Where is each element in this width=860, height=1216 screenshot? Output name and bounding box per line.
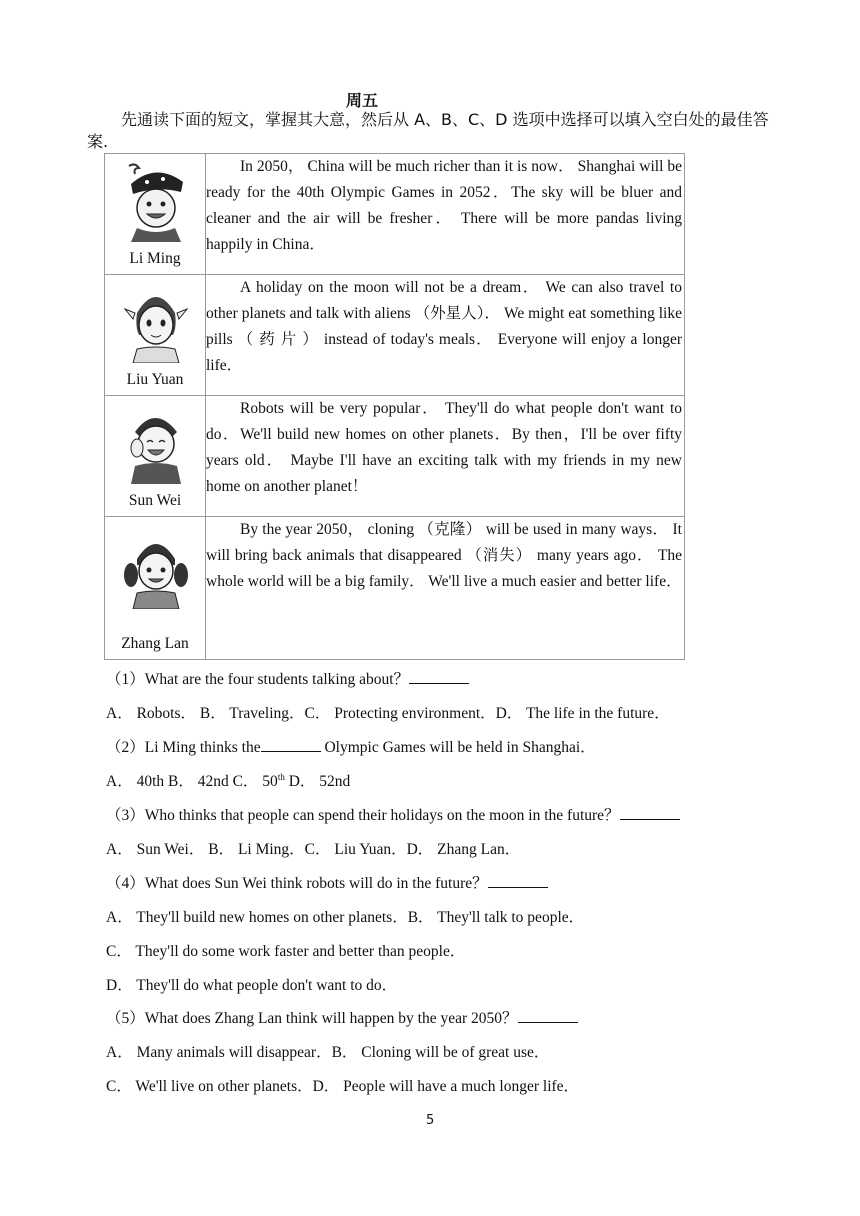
student-name: Zhang Lan	[121, 635, 189, 652]
passage-text: A holiday on the moon will not be a dream． We can also travel to other planets and talk with aliens （外星人）． We might eat something like pills （ 药 片 ） instead of today's meals． Everyone will enjoy a longer life．	[206, 279, 682, 374]
girl-elf-ears-avatar	[123, 283, 189, 363]
student-name: Li Ming	[129, 250, 181, 267]
question-4: （4）What does Sun Wei think robots will do in the future？	[106, 871, 548, 893]
answer-blank[interactable]	[261, 737, 321, 752]
student-name: Liu Yuan	[126, 371, 184, 388]
instructions: 先通读下面的短文，掌握其大意，然后从 A、B、C、D 选项中选择可以填入空白处的最佳答案.	[87, 110, 769, 151]
boy-pirate-hat-avatar	[123, 162, 189, 242]
student-cell	[105, 154, 206, 275]
answer-blank[interactable]	[518, 1008, 578, 1023]
option-4-c: C． They'll do some work faster and better than people．	[106, 943, 466, 960]
passage-text: In 2050， China will be much richer than it is now． Shanghai will be ready for the 40th Olympic Games in 2052．The sky will be bluer and cleaner and the air will be fresher． There will be more pandas living happily in China．	[206, 158, 682, 253]
table-row	[105, 275, 685, 396]
boy-laughing-avatar	[123, 404, 189, 484]
question-5: （5）What does Zhang Lan think will happen by the year 2050？	[106, 1006, 578, 1028]
reading-table	[104, 153, 685, 660]
page-title: 周五	[346, 91, 379, 110]
question-3: （3）Who thinks that people can spend their holidays on the moon in the future？	[106, 803, 680, 825]
answer-blank[interactable]	[488, 873, 548, 888]
option-5-cd: C． We'll live on other planets．D． People will have a much longer life．	[106, 1078, 580, 1095]
student-cell	[105, 517, 206, 660]
question-1: （1）What are the four students talking about？	[106, 667, 469, 689]
options-1: A． Robots． B． Traveling．C． Protecting environment．D． The life in the future．	[106, 705, 670, 722]
student-cell	[105, 275, 206, 396]
student-cell	[105, 396, 206, 517]
student-name: Sun Wei	[128, 492, 182, 509]
passage-text: By the year 2050， cloning （克隆） will be used in many ways． It will bring back animals that disappeared （消失） many years ago． The whole world will be a big family． We'll live a much easier and better life．	[206, 521, 682, 590]
girl-pigtails-avatar	[123, 529, 189, 609]
answer-blank[interactable]	[620, 805, 680, 820]
options-3: A． Sun Wei． B． Li Ming．C． Liu Yuan．D． Zhang Lan．	[106, 841, 521, 858]
options-2: A． 40th B． 42nd C． 50th D． 52nd	[106, 771, 351, 790]
passage-cell	[206, 154, 685, 275]
option-4-d: D． They'll do what people don't want to do．	[106, 977, 398, 994]
passage-text: Robots will be very popular． They'll do what people don't want to do．We'll build new homes on other planets．By then，I'll be over fifty years old． Maybe I'll have an exciting talk with my friends in my new home on another planet！	[206, 400, 682, 495]
passage-cell	[206, 517, 685, 660]
table-row	[105, 396, 685, 517]
table-row	[105, 154, 685, 275]
question-2: （2）Li Ming thinks the Olympic Games will be held in Shanghai．	[106, 739, 596, 756]
option-5-ab: A． Many animals will disappear．B． Cloning will be of great use．	[106, 1044, 550, 1061]
page-number: 5	[426, 1113, 435, 1128]
passage-cell	[206, 396, 685, 517]
passage-cell	[206, 275, 685, 396]
table-row	[105, 517, 685, 660]
answer-blank[interactable]	[409, 669, 469, 684]
option-4-ab: A． They'll build new homes on other planets．B． They'll talk to people．	[106, 909, 585, 926]
